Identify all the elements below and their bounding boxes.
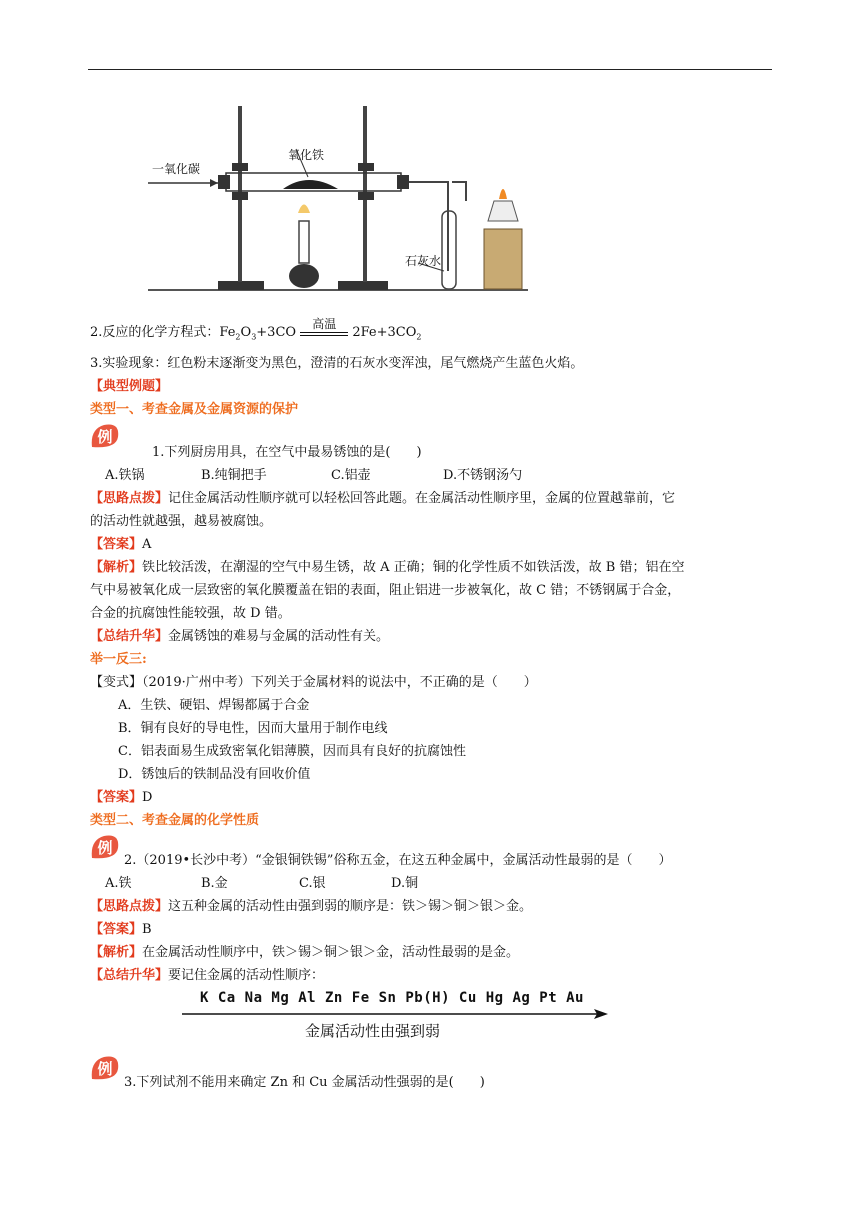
q1-summary: 【总结升华】金属锈蚀的难易与金属的活动性有关。 xyxy=(90,629,390,644)
variation-option-c: C．铝表面易生成致密氧化铝薄膜，因而具有良好的抗腐蚀性 xyxy=(118,744,466,759)
q2-option-d: D.铜 xyxy=(391,876,419,891)
co-reduction-apparatus-figure xyxy=(148,101,528,299)
activity-arrow xyxy=(180,1008,610,1020)
variation-stem: 【变式】（2019·广州中考）下列关于金属材料的说法中，不正确的是（ ） xyxy=(90,675,537,690)
q1-option-a: A.铁锅 xyxy=(105,468,145,483)
variation-option-a: A．生铁、硬铝、焊锡都属于合金 xyxy=(118,698,310,713)
q1-option-c: C.铝壶 xyxy=(331,468,371,483)
q1-analysis-2: 气中易被氧化成一层致密的氧化膜覆盖在铝的表面，阻止铝进一步被氧化，故 C 错；不锈钢属于合金， xyxy=(90,583,681,598)
q1-analysis: 【解析】铁比较活泼，在潮湿的空气中易生锈，故 A 正确；铜的化学性质不如铁活泼，故 B 错；铝在空 xyxy=(90,560,685,575)
svg-text:例: 例 xyxy=(97,428,113,446)
variation-option-d: D．锈蚀后的铁制品没有回收价值 xyxy=(118,767,311,782)
q2-option-b: B.金 xyxy=(201,876,228,891)
svg-text:例: 例 xyxy=(97,1060,113,1078)
activity-series-figure xyxy=(180,990,610,1042)
reaction-condition: 高温 xyxy=(300,330,348,336)
q1-stem: 1.下列厨房用具，在空气中最易锈蚀的是( ) xyxy=(152,445,422,460)
reaction-equation: 2.反应的化学方程式：$Fe_2O_3+3CO$ 高温 $2Fe+3CO_2$ xyxy=(90,316,422,342)
activity-series-caption: 金属活动性由强到弱 xyxy=(305,1022,441,1040)
type1-title: 类型一、考查金属及金属资源的保护 xyxy=(90,402,299,417)
svg-text:例: 例 xyxy=(97,839,113,857)
example-badge-1 xyxy=(90,423,120,449)
q2-option-a: A.铁 xyxy=(105,876,132,891)
variation-option-b: B．铜有良好的导电性，因而大量用于制作电线 xyxy=(118,721,388,736)
q2-answer: 【答案】B xyxy=(90,922,152,937)
reaction-prefix: 2.反应的化学方程式： xyxy=(90,325,220,340)
experiment-phenomenon: 3.实验现象：红色粉末逐渐变为黑色，澄清的石灰水变浑浊，尾气燃烧产生蓝色火焰。 xyxy=(90,356,584,371)
q2-analysis: 【解析】在金属活动性顺序中，铁＞锡＞铜＞银＞金，活动性最弱的是金。 xyxy=(90,945,520,960)
q2-stem: 2.（2019•长沙中考）“金银铜铁锡”俗称五金，在这五种金属中，金属活动性最弱的是（ ） xyxy=(124,853,672,868)
q1-analysis-3: 合金的抗腐蚀性能较强，故 D 错。 xyxy=(90,606,291,621)
q1-options xyxy=(105,466,522,486)
q1-answer: 【答案】A xyxy=(90,537,152,552)
q2-option-c: C.银 xyxy=(299,876,326,891)
q3-stem: 3.下列试剂不能用来确定 Zn 和 Cu 金属活动性强弱的是( ) xyxy=(124,1075,485,1090)
type2-title: 类型二、考查金属的化学性质 xyxy=(90,813,260,828)
q2-options xyxy=(105,874,418,894)
header-rule xyxy=(88,69,772,70)
variation-heading: 举一反三: xyxy=(90,652,147,667)
example-badge-2 xyxy=(90,834,120,860)
label-co: 一氧化碳 xyxy=(152,162,201,176)
label-fe2o3: 氧化铁 xyxy=(288,148,325,162)
section-typical-examples: 【典型例题】 xyxy=(90,379,169,394)
activity-series-metals: K Ca Na Mg Al Zn Fe Sn Pb(H) Cu Hg Ag Pt Au xyxy=(200,990,584,1006)
example-badge-3 xyxy=(90,1055,120,1081)
q1-hint-cont: 的活动性就越强，越易被腐蚀。 xyxy=(90,514,273,529)
q2-summary: 【总结升华】要记住金属的活动性顺序： xyxy=(90,968,325,983)
q1-hint: 【思路点拨】记住金属活动性顺序就可以轻松回答此题。在金属活动性顺序里，金属的位置越靠前，它 xyxy=(90,491,676,506)
variation-answer: 【答案】D xyxy=(90,790,153,805)
label-limewater: 石灰水 xyxy=(405,254,442,268)
q2-hint: 【思路点拨】这五种金属的活动性由强到弱的顺序是：铁＞锡＞铜＞银＞金。 xyxy=(90,899,533,914)
q1-option-d: D.不锈钢汤勺 xyxy=(443,468,523,483)
q1-option-b: B.纯铜把手 xyxy=(201,468,267,483)
